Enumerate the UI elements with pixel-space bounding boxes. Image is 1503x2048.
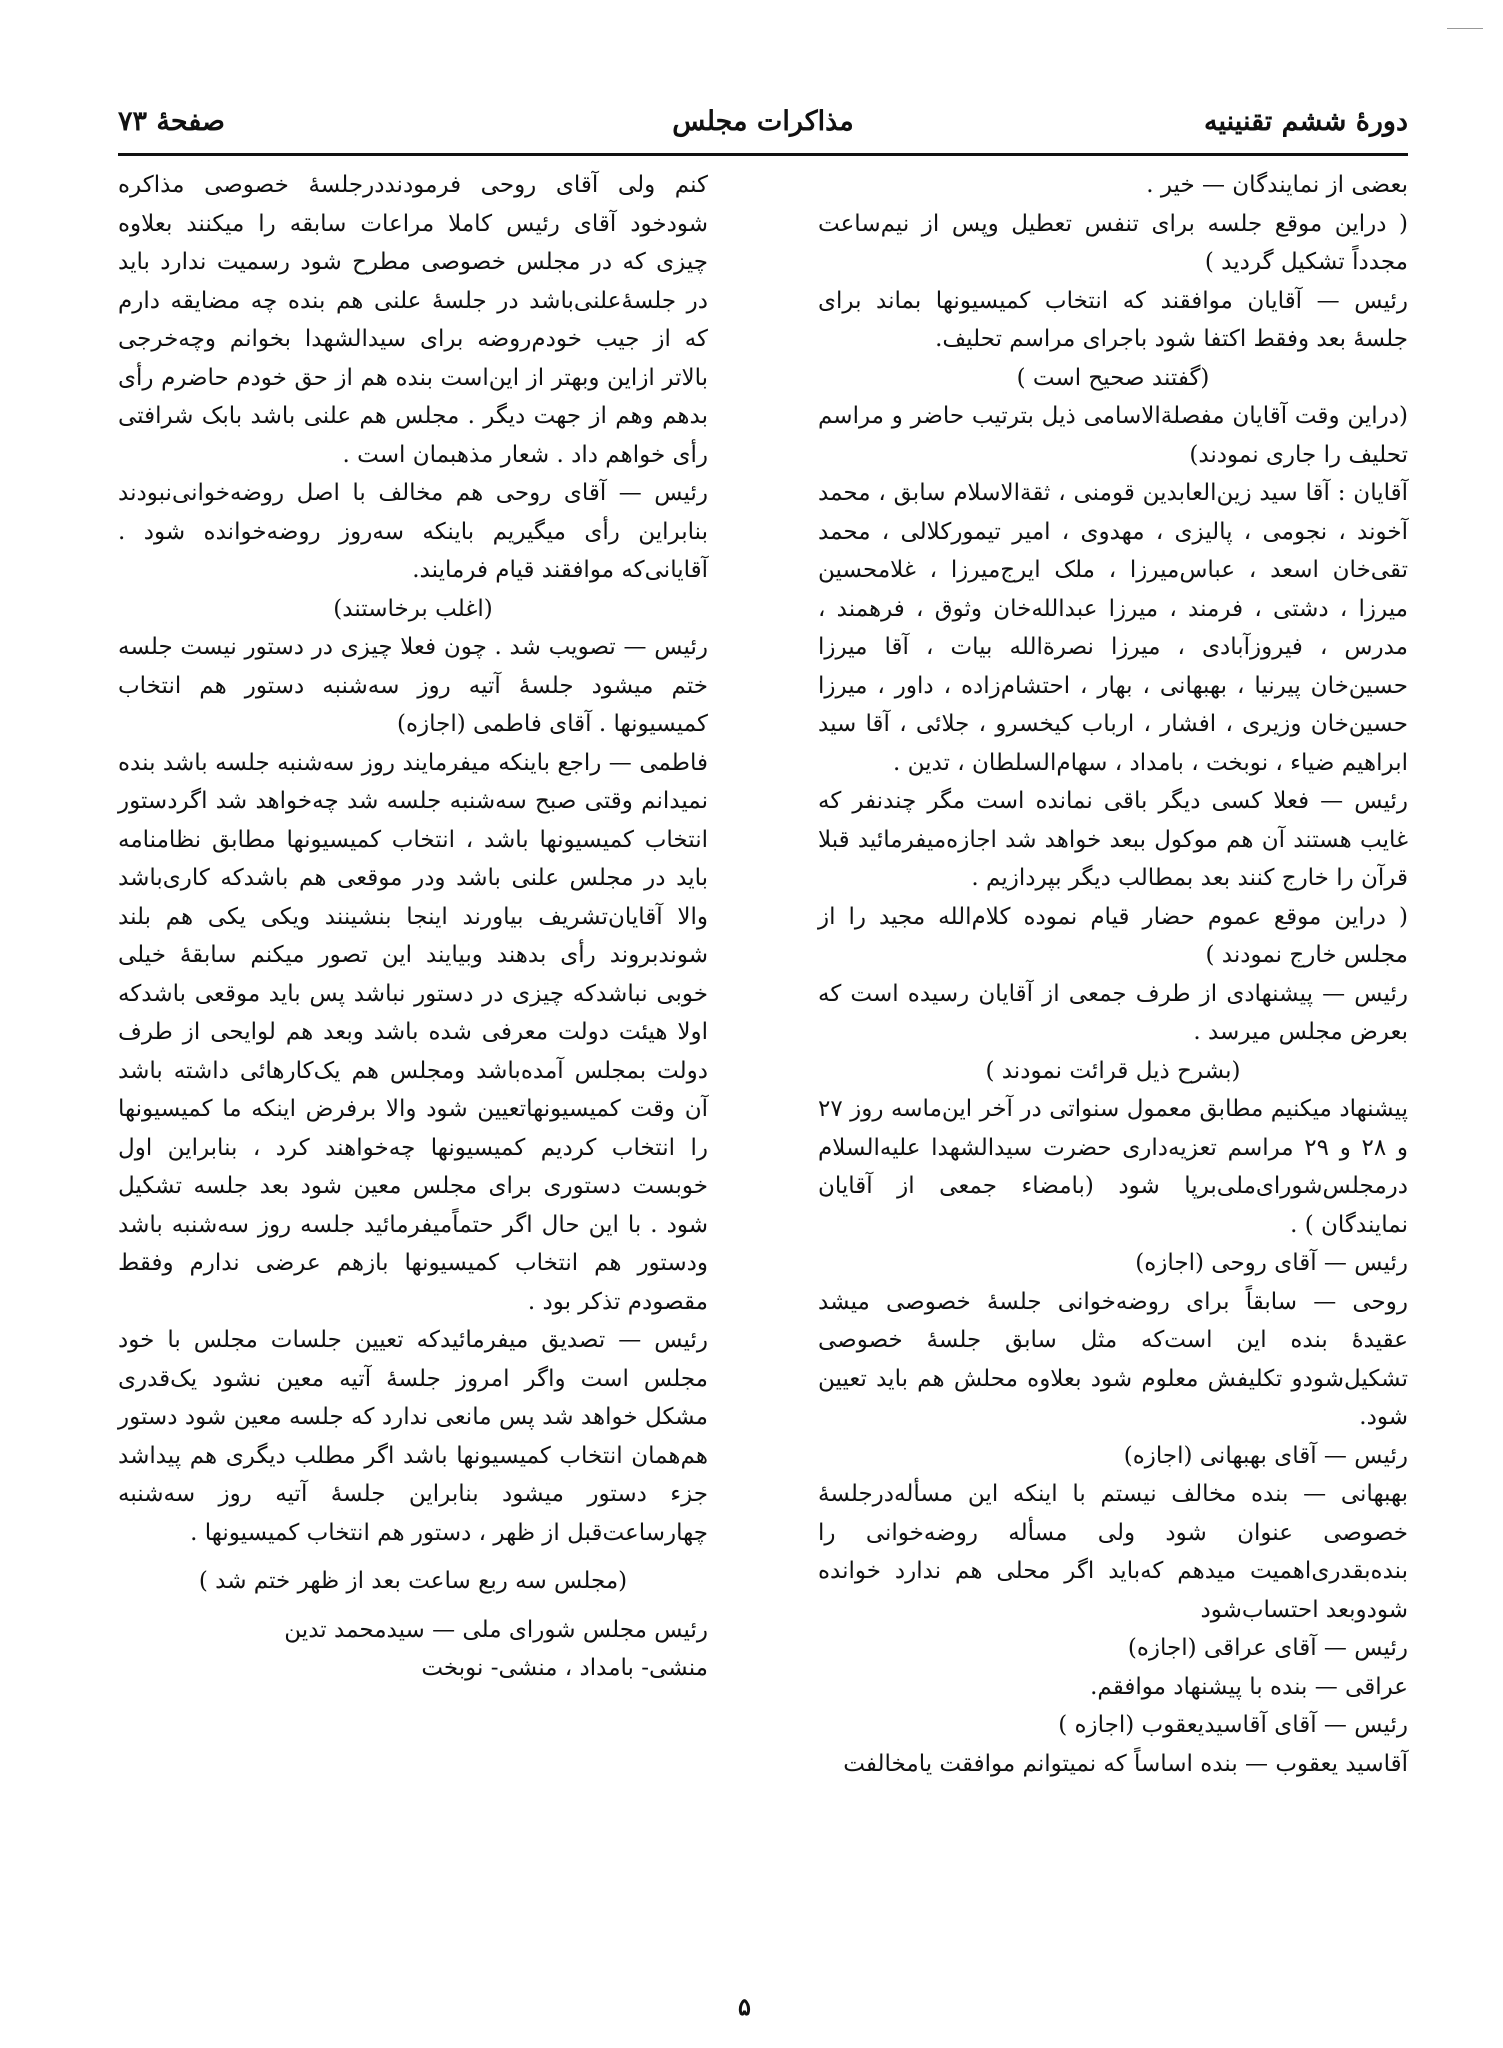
- paragraph: رئیس — آقای آقاسیدیعقوب (اجازه ): [1058, 1712, 1408, 1738]
- paragraph: رئیس — آقای روحی (اجازه): [1135, 1250, 1408, 1276]
- corner-mark: [1447, 28, 1483, 29]
- paragraph: رئیس — آقای بهبهانی (اجازه): [1123, 1442, 1408, 1469]
- right-column: [818, 166, 1408, 1783]
- header-rule: [118, 153, 1408, 156]
- paragraph: رئیس — پیشنهادی از طرف جمعی از آقایان رسیده است که بعرض مجلس میرسد .: [818, 980, 1408, 1045]
- signature-secretaries: منشی- بامداد ، منشی- نوبخت: [421, 1655, 708, 1681]
- paragraph: رئیس — آقایان موافقند که انتخاب کمیسیونها بماند برای جلسهٔ بعد وفقط اکتفا شود باجرای مراسم تحلیف.: [818, 287, 1408, 352]
- paragraph: روحی — سابقاً برای روضه‌خوانی جلسهٔ خصوصی میشد عقیدهٔ بنده این است‌که مثل سابق جلسهٔ خصوصی تشکیل‌شودو تکلیفش معلوم شود بعلاوه محلش هم باید تعیین شود.: [818, 1288, 1408, 1430]
- paragraph: بعضی از نمایندگان — خیر .: [1146, 172, 1408, 198]
- paragraph: رئیس — تصدیق میفرمائیدکه تعیین جلسات مجلس با خود مجلس است واگر امروز جلسهٔ آتیه معین نشود یک‌قدری مشکل خواهد شد پس مانعی ندارد که جلسه معین شود دستور هم‌همان انتخاب کمیسیونها باشد اگر مطلب دیگری هم پیداشد جزء دستور میشود بنابراین جلسهٔ آتیه روز سه‌شنبه چهارساعت‌قبل از ظهر ، دستور هم انتخاب کمیسیونها .: [118, 1327, 708, 1546]
- paragraph: رئیس — آقای عراقی (اجازه): [1127, 1635, 1408, 1661]
- paragraph: فاطمی — راجع باینکه میفرمایند روز سه‌شنبه جلسه باشد بنده نمیدانم وقتی صبح سه‌شنبه جلسه شد چه‌خواهد شد اگردستور انتخاب کمیسیونها باشد ، انتخاب کمیسیونها مطابق نظامنامه باید در مجلس علنی باشد ودر موقعی هم باشدکه کاری‌باشد والا آقایان‌تشریف بیاورند اینجا بنشینند ویکی یکی هم بلند شوندبروند رأی بدهند وبیایند این تصور میکنم سابقهٔ خیلی خوبی نباشدکه چیزی در دستور نباشد پس باید موقعی باشدکه اولا هیئت دولت معرفی شده باشد وبعد هم لوایحی از طرف دولت بمجلس آمده‌باشد ومجلس هم یک‌کارهائی داشته باشد آن وقت کمیسیونهاتعیین شود والا برفرض اینکه ما کمیسیونها را انتخاب کردیم کمیسیونها چه‌خواهند کرد ، بنابراین اول خوبست دستوری برای مجلس معین شود بعد جلسه تشکیل شود . با این حال اگر حتماًمیفرمائید جلسه روز سه‌شنبه باشد ودستور هم انتخاب کمیسیونها بازهم عرضی ندارم وفقط مقصودم تذکر بود .: [118, 749, 708, 1315]
- paragraph: آقاسید یعقوب — بنده اساساً که نمیتوانم موافقت یامخالفت: [843, 1750, 1408, 1777]
- page-number: ۵: [738, 1992, 751, 2021]
- page-header: [118, 106, 1408, 146]
- paragraph: (مجلس سه ربع ساعت بعد از ظهر ختم شد ): [198, 1568, 628, 1594]
- header-page: صفحهٔ ۷۳: [118, 106, 225, 137]
- paragraph: (اغلب برخاستند): [333, 595, 493, 622]
- header-session: دورهٔ ششم تقنینیه: [1204, 106, 1408, 137]
- paragraph: (گفتند صحیح است ): [1016, 364, 1210, 391]
- paragraph: بهبهانی — بنده مخالف نیستم با اینکه این مسأله‌درجلسهٔ خصوصی عنوان شود ولی مسأله روضه‌خوانی را بنده‌بقدری‌اهمیت میدهم که‌باید اگر محلی هم ندارد خوانده شودوبعد احتساب‌شود: [818, 1481, 1408, 1623]
- signature-chairman: رئیس مجلس شورای ملی — سیدمحمد تدین: [284, 1616, 708, 1643]
- left-column: [118, 166, 708, 1688]
- paragraph: عراقی — بنده با پیشنهاد موافقم.: [1090, 1673, 1408, 1700]
- paragraph: رئیس — آقای روحی هم مخالف با اصل روضه‌خوانی‌نبودند بنابراین رأی میگیریم باینکه سه‌روز روضه‌خوانده شود . آقایانی‌که موافقند قیام فرمایند.: [118, 480, 708, 583]
- paragraph: (دراین وقت آقایان مفصلةالاسامی ذیل بترتیب حاضر و مراسم تحلیف را جاری نمودند): [818, 403, 1408, 468]
- paragraph: ( دراین موقع عموم حضار قیام نموده کلام‌الله مجید را از مجلس خارج نمودند ): [818, 903, 1408, 968]
- paragraph: رئیس — فعلا کسی دیگر باقی نمانده است مگر چندنفر که غایب هستند آن هم موکول ببعد خواهد شد اجازه‌میفرمائید قبلا قرآن را خارج کنند بعد بمطالب دیگر بپردازیم .: [818, 788, 1408, 891]
- paragraph: (بشرح ذیل قرائت نمودند ): [985, 1057, 1241, 1084]
- header-title: مذاکرات مجلس: [672, 106, 854, 137]
- paragraph: کنم ولی آقای روحی فرمودنددرجلسهٔ خصوصی مذاکره شودخود آقای رئیس کاملا مراعات سابقه را میکنند بعلاوه چیزی که در مجلس خصوصی مطرح شود رسمیت ندارد باید در جلسهٔ‌علنی‌باشد در جلسهٔ علنی هم بنده چه مضایقه دارم که از جیب خودم‌روضه برای سیدالشهدا بخوانم وچه‌خرجی بالاتر ازاین وبهتر از این‌است بنده هم از حق خودم حاضرم رأی بدهم وهم از جهت دیگر . مجلس هم علنی باشد بابک شرافتی رأی خواهم داد . شعار مذهبمان است .: [118, 172, 708, 468]
- paragraph: پیشنهاد میکنیم مطابق معمول سنواتی در آخر این‌ماسه روز ۲۷ و ۲۸ و ۲۹ مراسم تعزیه‌داری حضرت سیدالشهدا علیه‌السلام درمجلس‌شورای‌ملی‌برپا شود (بامضاء جمعی از آقایان نمایندگان ) .: [818, 1096, 1408, 1238]
- paragraph: ( دراین موقع جلسه برای تنفس تعطیل وپس از نیم‌ساعت مجدداً تشکیل گردید ): [818, 210, 1408, 275]
- paragraph: رئیس — تصویب شد . چون فعلا چیزی در دستور نیست جلسه ختم میشود جلسهٔ آتیه روز سه‌شنبه دستور هم انتخاب کمیسیونها . آقای فاطمی (اجازه): [118, 634, 708, 737]
- paragraph: آقایان : آقا سید زین‌العابدین قومنی ، ثقةالاسلام سابق ، محمد آخوند ، نجومی ، پالیزی ، مهدوی ، امیر تیمورکلالی ، محمد تقی‌خان اسعد ، عباس‌میرزا ، ملک ایرج‌میرزا ، غلامحسین میرزا ، دشتی ، فرمند ، میرزا عبدالله‌خان وثوق ، فرهمند ، مدرس ، فیروزآبادی ، میرزا نصرةالله بیات ، آقا میرزا حسین‌خان پیرنیا ، بهبهانی ، بهار ، احتشام‌زاده ، داور ، میرزا حسین‌خان وزیری ، افشار ، ارباب کیخسرو ، جلائی ، آقا سید ابراهیم ضیاء ، نوبخت ، بامداد ، سهام‌السلطان ، تدین .: [818, 480, 1408, 776]
